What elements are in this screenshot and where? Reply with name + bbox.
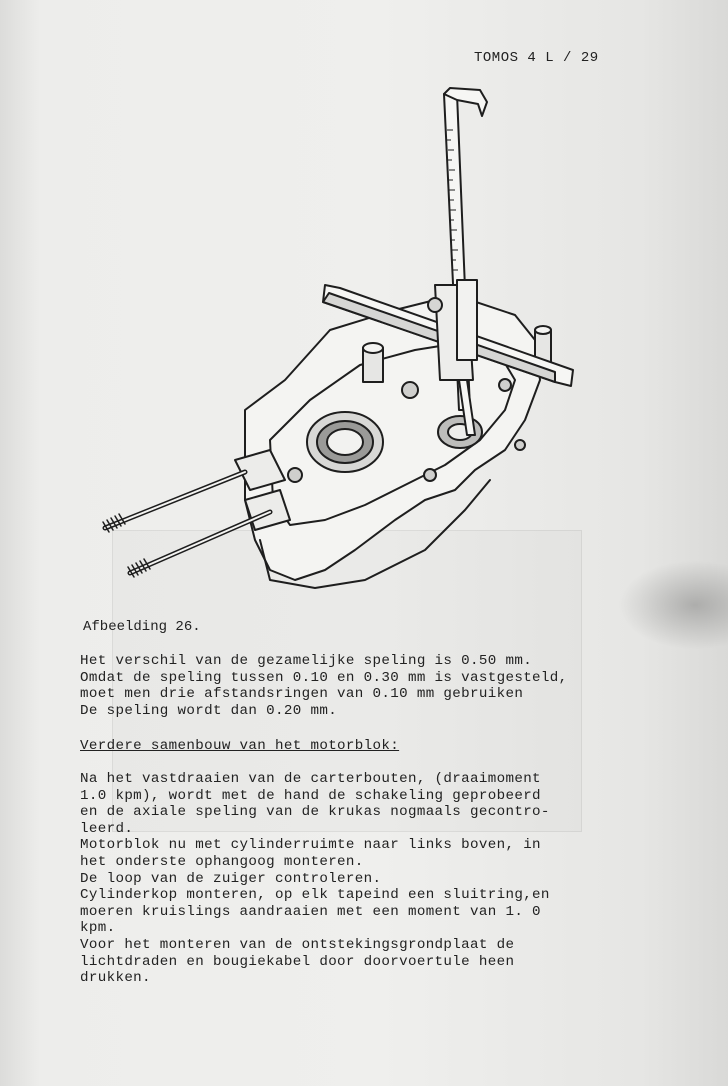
text-line: kpm.: [80, 920, 116, 937]
text-line: Voor het monteren van de ontstekingsgrondplaat de: [80, 936, 515, 953]
text-line: moet men drie afstandsringen van 0.10 mm gebruiken: [80, 686, 524, 703]
text-line: Motorblok nu met cylinderruimte naar links boven, in: [80, 837, 541, 854]
text-line: moeren kruislings aandraaien met een moment van 1. 0: [80, 903, 541, 920]
clearance-paragraph: [80, 653, 620, 719]
text-line: Omdat de speling tussen 0.10 en 0.30 mm is vastgesteld,: [80, 669, 568, 686]
page-header: TOMOS 4 L / 29: [474, 50, 599, 66]
section-heading: Verdere samenbouw van het motorblok:: [80, 738, 400, 754]
text-line: drukken.: [80, 970, 151, 987]
assembly-paragraph: [80, 771, 620, 987]
text-line: Cylinderkop monteren, op elk tapeind een sluitring,en: [80, 887, 550, 904]
crankcase-measurement-illustration: [95, 80, 595, 600]
text-line: Het verschil van de gezamelijke speling is 0.50 mm.: [80, 653, 533, 669]
text-line: en de axiale speling van de krukas nogmaals gecontro-: [80, 804, 550, 821]
figure-caption: Afbeelding 26.: [83, 619, 201, 635]
text-line: De speling wordt dan 0.20 mm.: [80, 702, 338, 719]
text-line: Na het vastdraaien van de carterbouten, (draaimoment: [80, 771, 541, 787]
text-line: De loop van de zuiger controleren.: [80, 870, 382, 887]
text-line: leerd.: [80, 820, 134, 837]
text-line: het onderste ophangoog monteren.: [80, 853, 364, 870]
text-line: 1.0 kpm), wordt met de hand de schakeling geprobeerd: [80, 787, 541, 804]
scan-smudge: [618, 560, 728, 650]
text-line: lichtdraden en bougiekabel door doorvoertule heen: [80, 953, 515, 970]
crankcase-outline: [245, 295, 540, 580]
